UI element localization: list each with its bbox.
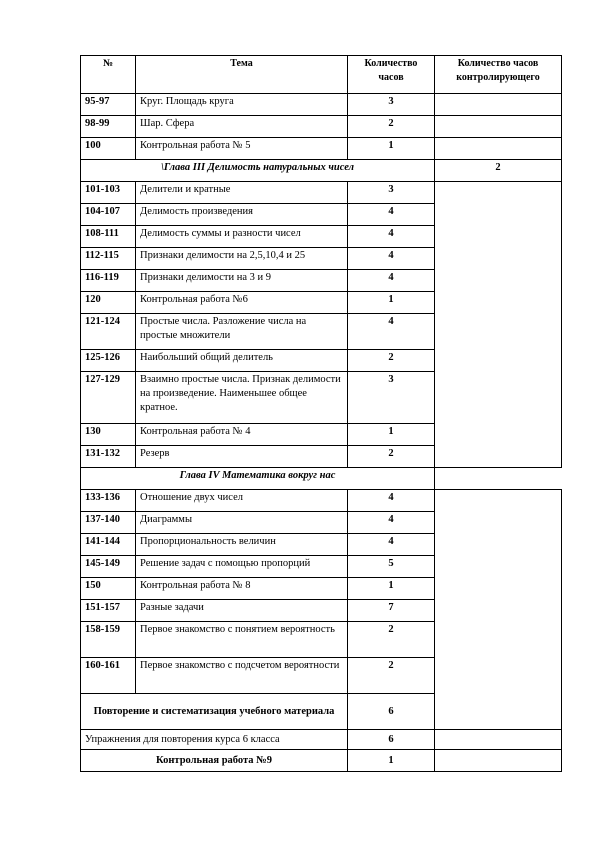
lesson-number: 145-149 <box>81 556 136 578</box>
summary-label: Повторение и систематизация учебного материала <box>81 694 348 730</box>
lesson-topic: Решение задач с помощью пропорций <box>136 556 348 578</box>
summary-hours: 1 <box>348 750 435 772</box>
lesson-hours: 2 <box>348 446 435 468</box>
lesson-hours: 1 <box>348 424 435 446</box>
lesson-topic: Отношение двух чисел <box>136 490 348 512</box>
lesson-topic: Диаграммы <box>136 512 348 534</box>
lesson-topic: Круг. Площадь круга <box>136 94 348 116</box>
chapter-row <box>81 160 562 182</box>
lesson-number: 120 <box>81 292 136 314</box>
lesson-topic: Признаки делимости на 2,5,10,4 и 25 <box>136 248 348 270</box>
table-row <box>81 490 562 512</box>
lesson-number: 112-115 <box>81 248 136 270</box>
lesson-hours: 3 <box>348 372 435 424</box>
lesson-topic: Контрольная работа № 4 <box>136 424 348 446</box>
lesson-number: 130 <box>81 424 136 446</box>
lesson-number: 151-157 <box>81 600 136 622</box>
lesson-topic: Пропорциональность величин <box>136 534 348 556</box>
lesson-number: 137-140 <box>81 512 136 534</box>
lesson-number: 101-103 <box>81 182 136 204</box>
control-cell <box>435 730 562 750</box>
lesson-number: 100 <box>81 138 136 160</box>
summary-label: Упражнения для повторения курса 6 класса <box>81 730 348 750</box>
summary-hours: 6 <box>348 694 435 730</box>
lesson-hours: 4 <box>348 490 435 512</box>
lesson-number: 127-129 <box>81 372 136 424</box>
lesson-hours: 4 <box>348 204 435 226</box>
table-row <box>81 182 562 204</box>
lesson-hours: 3 <box>348 182 435 204</box>
control-cell <box>435 116 562 138</box>
lesson-number: 131-132 <box>81 446 136 468</box>
lesson-hours: 4 <box>348 512 435 534</box>
lesson-number: 133-136 <box>81 490 136 512</box>
lesson-hours: 2 <box>348 658 435 694</box>
lesson-hours: 3 <box>348 94 435 116</box>
lesson-topic: Взаимно простые числа. Признак делимости на произведение. Наименьшее общее кратное. <box>136 372 348 424</box>
control-cell <box>435 94 562 116</box>
lesson-topic: Разные задачи <box>136 600 348 622</box>
lesson-topic: Делимость произведения <box>136 204 348 226</box>
lesson-topic: Наибольший общий делитель <box>136 350 348 372</box>
summary-row <box>81 730 562 750</box>
curriculum-table <box>80 55 562 772</box>
control-cell <box>435 182 562 468</box>
lesson-topic: Резерв <box>136 446 348 468</box>
lesson-hours: 2 <box>348 622 435 658</box>
lesson-hours: 1 <box>348 138 435 160</box>
lesson-number: 125-126 <box>81 350 136 372</box>
lesson-number: 150 <box>81 578 136 600</box>
lesson-number: 158-159 <box>81 622 136 658</box>
lesson-topic: Шар. Сфера <box>136 116 348 138</box>
header-control-hours: Количество часов контролирующего <box>435 56 562 94</box>
summary-label: Контрольная работа №9 <box>81 750 348 772</box>
lesson-number: 121-124 <box>81 314 136 350</box>
lesson-hours: 1 <box>348 578 435 600</box>
header-num: № <box>81 56 136 94</box>
lesson-number: 104-107 <box>81 204 136 226</box>
summary-hours: 6 <box>348 730 435 750</box>
lesson-number: 160-161 <box>81 658 136 694</box>
lesson-hours: 4 <box>348 314 435 350</box>
lesson-hours: 4 <box>348 226 435 248</box>
lesson-topic: Простые числа. Разложение числа на простые множители <box>136 314 348 350</box>
lesson-hours: 4 <box>348 248 435 270</box>
lesson-hours: 2 <box>348 116 435 138</box>
table-row <box>81 94 562 116</box>
lesson-number: 141-144 <box>81 534 136 556</box>
header-hours: Количество часов <box>348 56 435 94</box>
lesson-topic: Признаки делимости на 3 и 9 <box>136 270 348 292</box>
lesson-hours: 7 <box>348 600 435 622</box>
lesson-topic: Первое знакомство с подсчетом вероятности <box>136 658 348 694</box>
control-cell <box>435 490 562 730</box>
header-topic: Тема <box>136 56 348 94</box>
lesson-number: 116-119 <box>81 270 136 292</box>
lesson-topic: Делимость суммы и разности чисел <box>136 226 348 248</box>
lesson-hours: 4 <box>348 270 435 292</box>
chapter-title: \Глава III Делимость натуральных чисел <box>81 160 435 182</box>
control-cell <box>435 138 562 160</box>
lesson-number: 95-97 <box>81 94 136 116</box>
table-row <box>81 116 562 138</box>
lesson-hours: 2 <box>348 350 435 372</box>
lesson-number: 98-99 <box>81 116 136 138</box>
lesson-hours: 1 <box>348 292 435 314</box>
lesson-hours: 5 <box>348 556 435 578</box>
lesson-number: 108-111 <box>81 226 136 248</box>
lesson-topic: Контрольная работа № 5 <box>136 138 348 160</box>
chapter-row <box>81 468 562 490</box>
table-row <box>81 138 562 160</box>
lesson-topic: Первое знакомство с понятием вероятность <box>136 622 348 658</box>
lesson-hours: 4 <box>348 534 435 556</box>
control-cell <box>435 750 562 772</box>
chapter-title: Глава IV Математика вокруг нас <box>81 468 435 490</box>
chapter-control-hours: 2 <box>435 160 562 182</box>
lesson-topic: Делители и кратные <box>136 182 348 204</box>
lesson-topic: Контрольная работа № 8 <box>136 578 348 600</box>
table-header-row <box>81 56 562 94</box>
summary-row <box>81 750 562 772</box>
lesson-topic: Контрольная работа №6 <box>136 292 348 314</box>
